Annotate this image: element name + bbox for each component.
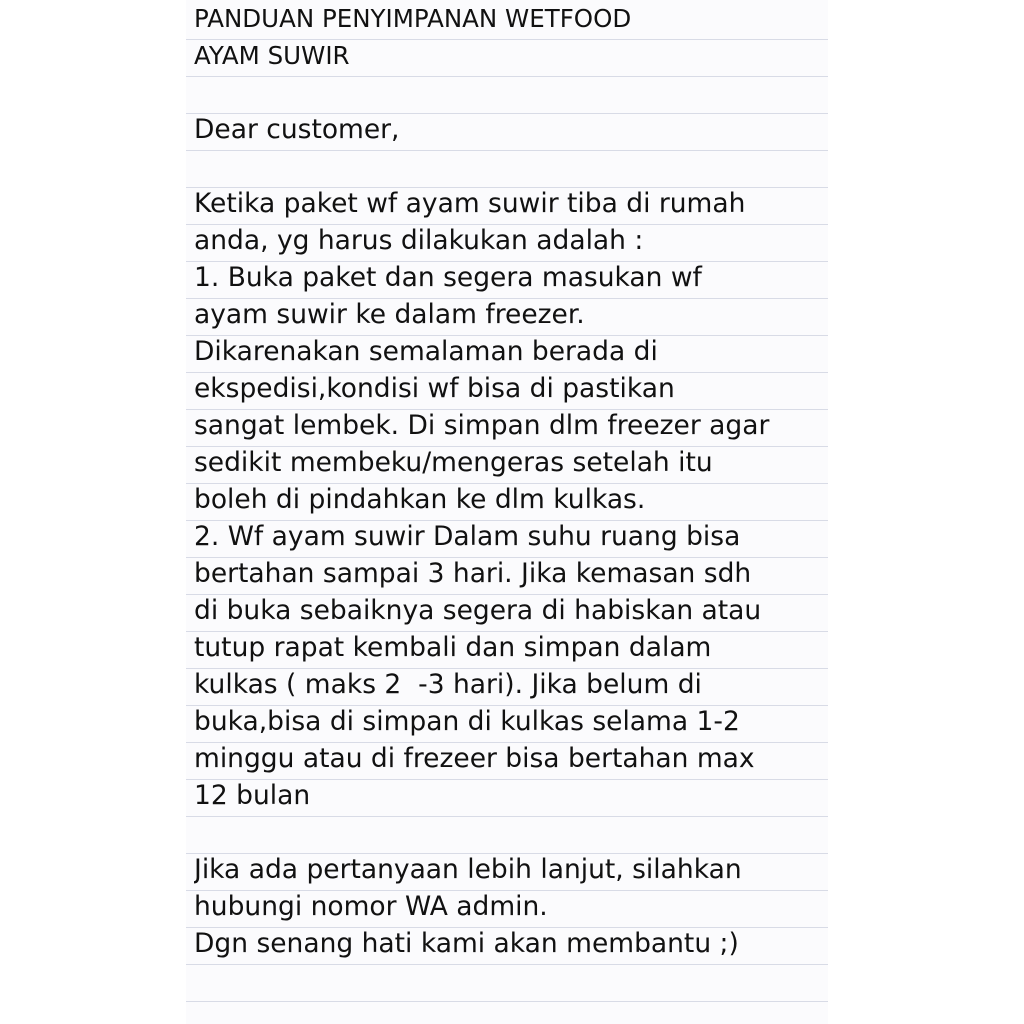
note-text-line: Dikarenakan semalaman berada di: [194, 336, 658, 367]
note-text-line: 1. Buka paket dan segera masukan wf: [194, 262, 702, 293]
note-body[interactable]: [194, 0, 826, 962]
note-blank-line: [194, 74, 826, 111]
note-text-line: Ketika paket wf ayam suwir tiba di rumah: [194, 188, 746, 219]
note-text-line: ekspedisi,kondisi wf bisa di pastikan: [194, 373, 675, 404]
note-text-line: hubungi nomor WA admin.: [194, 891, 548, 922]
note-text-line: di buka sebaiknya segera di habiskan atau: [194, 595, 762, 626]
note-text-line: ayam suwir ke dalam freezer.: [194, 299, 585, 330]
note-greeting-line: Dear customer,: [194, 114, 400, 145]
note-text-line: sangat lembek. Di simpan dlm freezer agar: [194, 410, 770, 441]
note-text-line: buka,bisa di simpan di kulkas selama 1-2: [194, 706, 740, 737]
note-text-line: minggu atau di frezeer bisa bertahan max: [194, 743, 755, 774]
note-title-line: PANDUAN PENYIMPANAN WETFOOD: [194, 4, 632, 33]
note-paper: [186, 0, 828, 1024]
note-text-line: 2. Wf ayam suwir Dalam suhu ruang bisa: [194, 521, 741, 552]
note-text-line: anda, yg harus dilakukan adalah :: [194, 225, 644, 256]
note-text-line: tutup rapat kembali dan simpan dalam: [194, 632, 712, 663]
note-text-line: 12 bulan: [194, 780, 311, 811]
note-title-line: AYAM SUWIR: [194, 41, 350, 70]
note-text-line: Dgn senang hati kami akan membantu ;): [194, 928, 739, 959]
note-text-line: sedikit membeku/mengeras setelah itu: [194, 447, 713, 478]
note-blank-line: [194, 814, 826, 851]
note-text-line: kulkas ( maks 2 -3 hari). Jika belum di: [194, 669, 702, 700]
note-text-line: Jika ada pertanyaan lebih lanjut, silahkan: [194, 854, 742, 885]
note-blank-line: [194, 148, 826, 185]
note-text-line: boleh di pindahkan ke dlm kulkas.: [194, 484, 646, 515]
note-text-line: bertahan sampai 3 hari. Jika kemasan sdh: [194, 558, 752, 589]
